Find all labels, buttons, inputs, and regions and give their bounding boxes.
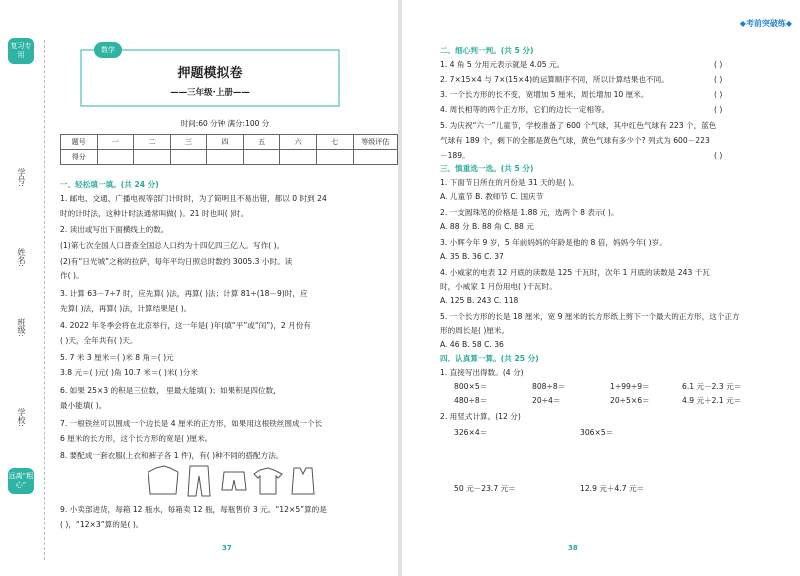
question-line: 先算( )法，再算( )法，计算结果是( )。 — [60, 304, 192, 313]
score-cell: 得分 — [61, 150, 98, 165]
question-line: 4. 2022 年冬季会将在北京举行，这一年是( )年(填“平”或“闰”)，2 月份有 — [60, 321, 311, 330]
score-input[interactable] — [207, 150, 244, 165]
judge-answer-box[interactable]: ( ) — [714, 151, 723, 160]
cut-line — [44, 40, 45, 560]
clothing-illustration — [148, 464, 318, 498]
page-number-right: 38 — [568, 544, 578, 552]
question-line: 3.8 元＝( )元( )角 10.7 米＝( )米( )分米 — [60, 368, 198, 377]
calc-item: 1÷99÷9＝ — [610, 382, 650, 391]
choice-line: A. 88 分 B. 88 角 C. 88 元 — [440, 222, 534, 231]
judge-answer-box[interactable]: ( ) — [714, 60, 723, 69]
choice-line: 1. 下面节日所在的月份是 31 天的是( )。 — [440, 178, 579, 187]
grade-subtitle: ——三年级·上册—— — [170, 88, 250, 98]
question-line: 作( )。 — [60, 271, 84, 280]
judge-line: 气球有 189 个，剩下的全都是黄色气球，黄色气球有多少个? 列式为 600－223 — [440, 136, 710, 145]
question-line: (2)有“日光城”之称的拉萨，每年平均日照总时数约 3005.3 小时。读 — [60, 257, 293, 266]
question-line: 6 厘米的长方形，这个长方形的宽是( )厘米。 — [60, 434, 213, 443]
judge-line: 4. 周长相等的两个正方形，它们的边长一定相等。 — [440, 105, 610, 114]
score-cell: 三 — [170, 135, 207, 150]
vertical-intro: 2. 用竖式计算。(12 分) — [440, 412, 521, 421]
right-page — [402, 0, 800, 576]
side-tag-1: 复习专用 — [8, 38, 34, 64]
score-input[interactable] — [243, 150, 280, 165]
score-cell: 四 — [207, 135, 244, 150]
choice-line: 2. 一支圆珠笔的价格是 1.88 元，选两个 8 表示( )。 — [440, 208, 619, 217]
score-header-row — [61, 135, 398, 150]
question-line: ( )天，全年共有( )天。 — [60, 336, 138, 345]
page-title: 押题模拟卷 — [177, 66, 243, 81]
shorts-icon — [222, 472, 246, 490]
question-line: ( )，“12×3”算的是( )。 — [60, 520, 144, 529]
question-line: 1. 邮电、交通、广播电视等部门计时时，为了简明且不易出错，都以 0 时到 24 — [60, 194, 327, 203]
score-input[interactable] — [170, 150, 207, 165]
vertical-item: 50 元－23.7 元＝ — [454, 484, 516, 493]
score-input[interactable] — [97, 150, 134, 165]
left-page — [0, 0, 398, 576]
corner-tag: ◆考前突破练◆ — [739, 19, 792, 28]
choice-line: A. 46 B. 58 C. 36 — [440, 340, 504, 349]
calc-item: 20÷4＝ — [532, 396, 561, 405]
score-cell: 一 — [97, 135, 134, 150]
choice-line: 3. 小辉今年 9 岁，5 年前妈妈的年龄是他的 8 倍，妈妈今年( )岁。 — [440, 238, 667, 247]
calc-item: 20÷5×6＝ — [610, 396, 650, 405]
judge-answer-box[interactable]: ( ) — [714, 75, 723, 84]
section-1-heading: 一、轻松填一填。(共 24 分) — [60, 180, 159, 189]
judge-line: 3. 一个长方形的长不变，宽增加 5 厘米，周长增加 10 厘米。 — [440, 90, 649, 99]
score-input[interactable] — [353, 150, 398, 165]
judge-line: 2. 7×15×4 与 7×(15×4)的运算顺序不同，所以计算结果也不同。 — [440, 75, 669, 84]
judge-line: 1. 4 角 5 分用元表示就是 4.05 元。 — [440, 60, 565, 69]
score-input[interactable] — [280, 150, 317, 165]
choice-line: A. 35 B. 36 C. 37 — [440, 252, 504, 261]
side-tag-2: 远离“粗心” — [8, 468, 34, 494]
school-label: 学校: — [17, 408, 26, 427]
jacket-icon — [148, 466, 178, 494]
title-box — [80, 48, 340, 108]
score-value-row — [61, 150, 398, 165]
score-table — [60, 134, 398, 165]
class-label: 班级: — [17, 318, 26, 337]
judge-line: 5. 为庆祝“六一”儿童节，学校准备了 600 个气球，其中红色气球有 223 个，蓝色 — [440, 121, 717, 130]
vest-icon — [292, 468, 314, 494]
page-number-left: 37 — [222, 544, 232, 552]
calc-item: 480÷8＝ — [454, 396, 488, 405]
question-line: 2. 读出或写出下面横线上的数。 — [60, 225, 169, 234]
name-label: 姓名: — [17, 248, 26, 267]
question-line: 6. 如果 25×3 的积是三位数， 里最大能填( )；如果积是四位数， — [60, 386, 281, 395]
question-line: 最小能填( )。 — [60, 401, 107, 410]
calc-item: 808÷8＝ — [532, 382, 566, 391]
student-id-label: 学号: — [17, 168, 26, 187]
trousers-icon — [188, 466, 210, 496]
time-info: 时间:60 分钟 满分:100 分 — [180, 119, 270, 128]
score-cell: 七 — [316, 135, 353, 150]
judge-answer-box[interactable]: ( ) — [714, 90, 723, 99]
vertical-item: 12.9 元＋4.7 元＝ — [580, 484, 645, 493]
score-cell: 六 — [280, 135, 317, 150]
calc-item: 4.9 元＋2.1 元＝ — [682, 396, 742, 405]
choice-line: A. 125 B. 243 C. 118 — [440, 296, 519, 305]
question-line: 5. 7 米 3 厘米＝( )米 8 角＝( )元 — [60, 353, 174, 362]
score-cell: 题号 — [61, 135, 98, 150]
question-line: 时的计时法，这种计时法通常叫做( )。21 时也叫( )时。 — [60, 209, 249, 218]
question-line: 7. 一根铁丝可以围成一个边长是 4 厘米的正方形，如果用这根铁丝围成一个长 — [60, 419, 323, 428]
judge-answer-box[interactable]: ( ) — [714, 105, 723, 114]
vertical-item: 306×5＝ — [580, 428, 614, 437]
choice-line: 形的周长是( )厘米。 — [440, 326, 510, 335]
score-cell: 二 — [134, 135, 171, 150]
choice-line: A. 儿童节 B. 教师节 C. 国庆节 — [440, 192, 544, 201]
question-line: 3. 计算 63－7÷7 时，应先算( )法，再算( )法；计算 81÷(18－9)时，应 — [60, 289, 308, 298]
score-cell: 等级评估 — [353, 135, 398, 150]
score-input[interactable] — [134, 150, 171, 165]
vertical-item: 326×4＝ — [454, 428, 488, 437]
choice-line: 4. 小威家的电表 12 月底的读数是 125 千瓦时，次年 1 月底的读数是 243 千瓦 — [440, 268, 710, 277]
subject-badge: 数学 — [94, 42, 122, 58]
calc-item: 800×5＝ — [454, 382, 488, 391]
question-line: 9. 小卖部进货，每箱 12 瓶水，每箱卖 12 瓶，每瓶售价 3 元。“12×5”算的是 — [60, 505, 327, 514]
section-3-heading: 三、慎重选一选。(共 5 分) — [440, 164, 534, 173]
tshirt-icon — [254, 468, 282, 494]
judge-line: －189。 — [440, 151, 470, 160]
score-input[interactable] — [316, 150, 353, 165]
question-line: (1)第七次全国人口普查全国总人口约为十四亿四三亿人。写作( )。 — [60, 241, 285, 250]
section-4-heading: 四、认真算一算。(共 25 分) — [440, 354, 539, 363]
calc-intro: 1. 直接写出得数。(4 分) — [440, 368, 524, 377]
side-strip — [0, 0, 44, 576]
choice-line: 时，小威家 1 月份用电( )千瓦时。 — [440, 282, 557, 291]
score-cell: 五 — [243, 135, 280, 150]
section-2-heading: 二、细心判一判。(共 5 分) — [440, 46, 534, 55]
calc-item: 6.1 元－2.3 元＝ — [682, 382, 742, 391]
choice-line: 5. 一个长方形的长是 18 厘米，宽 9 厘米的长方形纸上剪下一个最大的正方形，这个正方 — [440, 312, 740, 321]
question-line: 8. 要配成一套衣服(上衣和裤子各 1 件)，有( )种不同的搭配方法。 — [60, 451, 284, 460]
